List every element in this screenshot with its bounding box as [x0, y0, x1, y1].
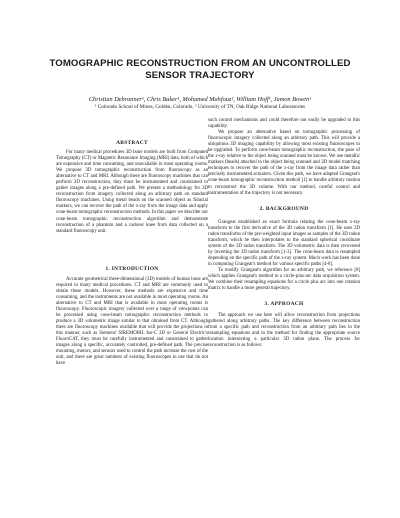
background-heading: 2. BACKGROUND: [259, 205, 309, 212]
right-column: [208, 118, 360, 349]
background-paragraph-2: To modify Grangeat's algorithm for an arbitrary path, we reference [8] which applies Grangeat's method to a circle-plus-arc data acquisition system. We combine their resampling equations for a circle plus arc into one rotation matrix to handle a more general trajectory.: [208, 267, 360, 292]
abstract-text: For many medical procedures 3D bone models are built from Computed Tomography (CT) or Magnetic Resonance Imaging (MRI) data, both of which are expensive and time consuming, and unavailable in most operating rooms. We propose 3D tomographic reconstruction from fluoroscopy as an alternative to CT and MRI. Although there are fluoroscopy machines that can perform 3D reconstruction, they must be instrumented and constrained to gather images along a pre-defined path. We present a methodology for 3D reconstruction from imagery collected along an arbitrary path on standard fluoroscopy machines. Using metal beads on the scanned object as fiducial markers, we can recover the path of the x-ray from the image data and apply cone-beam tomographic reconstruction methods. In this paper we describe our cone-beam tomographic reconstruction algorithm and demonstrate reconstruction of a phantom and a cadaver knee from data collected on a standard fluoroscopy unit.: [56, 150, 208, 234]
paper-title: TOMOGRAPHIC RECONSTRUCTION FROM AN UNCONTROLLED SENSOR TRAJECTORY: [49, 58, 351, 81]
affiliations: ¹ Colorado School of Mines, Golden, Colorado, ² University of TN, Oak Ridge National Laboratories: [94, 104, 306, 110]
approach-text: The approach we use here will allow reconstruction from projections gathered along arbitrary paths. The key difference between reconstruction from a specific path and reconstruction from an arbitrary path lies in the resampling equations and in the method for finding the appropriate source location intersecting a particular 3D radon plane. The process for reconstruction is as follows:: [208, 313, 360, 349]
introduction-text: Accurate geometrical three-dimensional (3D) models of human bone are required in many medical procedures. CT and MRI are commonly used to obtain these models. However, these methods are expensive and time consuming, and the instruments are not available in most operating rooms. An alternative to CT and MRI that is available in most operating rooms is fluoroscopy. Fluoroscopic imagery collected over a range of viewpoints can be processed using cone-beam tomographic reconstruction methods to produce a 3D volumetric image similar to that obtained from CT. Although there are fluoroscopy machines available that will provide the projections in this manner, such as Siemens' SIREMOBIL Iso-C 3D or General Electric's FluoroCAT, they must be carefully instrumented and constrained to gather images along a specific, accurately controlled, pre-defined path. The precise mounting, motors, and sensors used to control the path increase the cost of the unit, and there are great numbers of existing fluoroscopes in use that do not have: [56, 276, 208, 367]
introduction-heading: 1. INTRODUCTION: [105, 265, 159, 272]
background-paragraph-1: Grangeat established an exact formula relating the cone-beam x-ray transform to the first derivative of the 3D radon transform [1]. He uses 2D radon transforms of the pre-weighted input images as samples of the 3D radon transform, which he then interpolates to the standard spherical coordinate system of the 3D radon transform. The 3D volumetric data is then recovered by inverting the 3D radon transform [1-3]. The cone-beam data is resampled depending on the specific path of the x-ray system. Much work has been done in computing Grangeat's method for various specific paths [4-8].: [208, 219, 360, 267]
intro-proposal: We propose an alternative based on tomographic processing of fluoroscopic imagery collected along an arbitrary path. This will provide a ubiquitous 3D imaging capability by allowing most existing fluoroscopes to be upgraded. To perform cone-beam tomographic reconstruction, the pose of the x-ray relative to the object being scanned must be known. We use metallic markers (beads) attached to the object being scanned and 3D model matching techniques to recover the path of the x-ray from the image data rather than precisely instrumented actuators. Given this path, we have adapted Grangeat's cone-beam tomographic reconstruction method [1] to handle arbitrary motion to reconstruct the 3D volume. With our method, careful control and instrumentation of the trajectory is not necessary.: [208, 130, 360, 196]
approach-heading: 3. APPROACH: [264, 301, 304, 308]
intro-continuation: such control mechanisms and could therefore not easily be upgraded to this capability.: [208, 118, 360, 130]
abstract-heading: ABSTRACT: [116, 140, 148, 146]
left-column: [56, 118, 208, 367]
author-list: Christian Debrunner¹, Chris Baker¹, Mohamed Mahfouz², William Hoff¹, Jamon Bowen¹: [88, 96, 312, 103]
